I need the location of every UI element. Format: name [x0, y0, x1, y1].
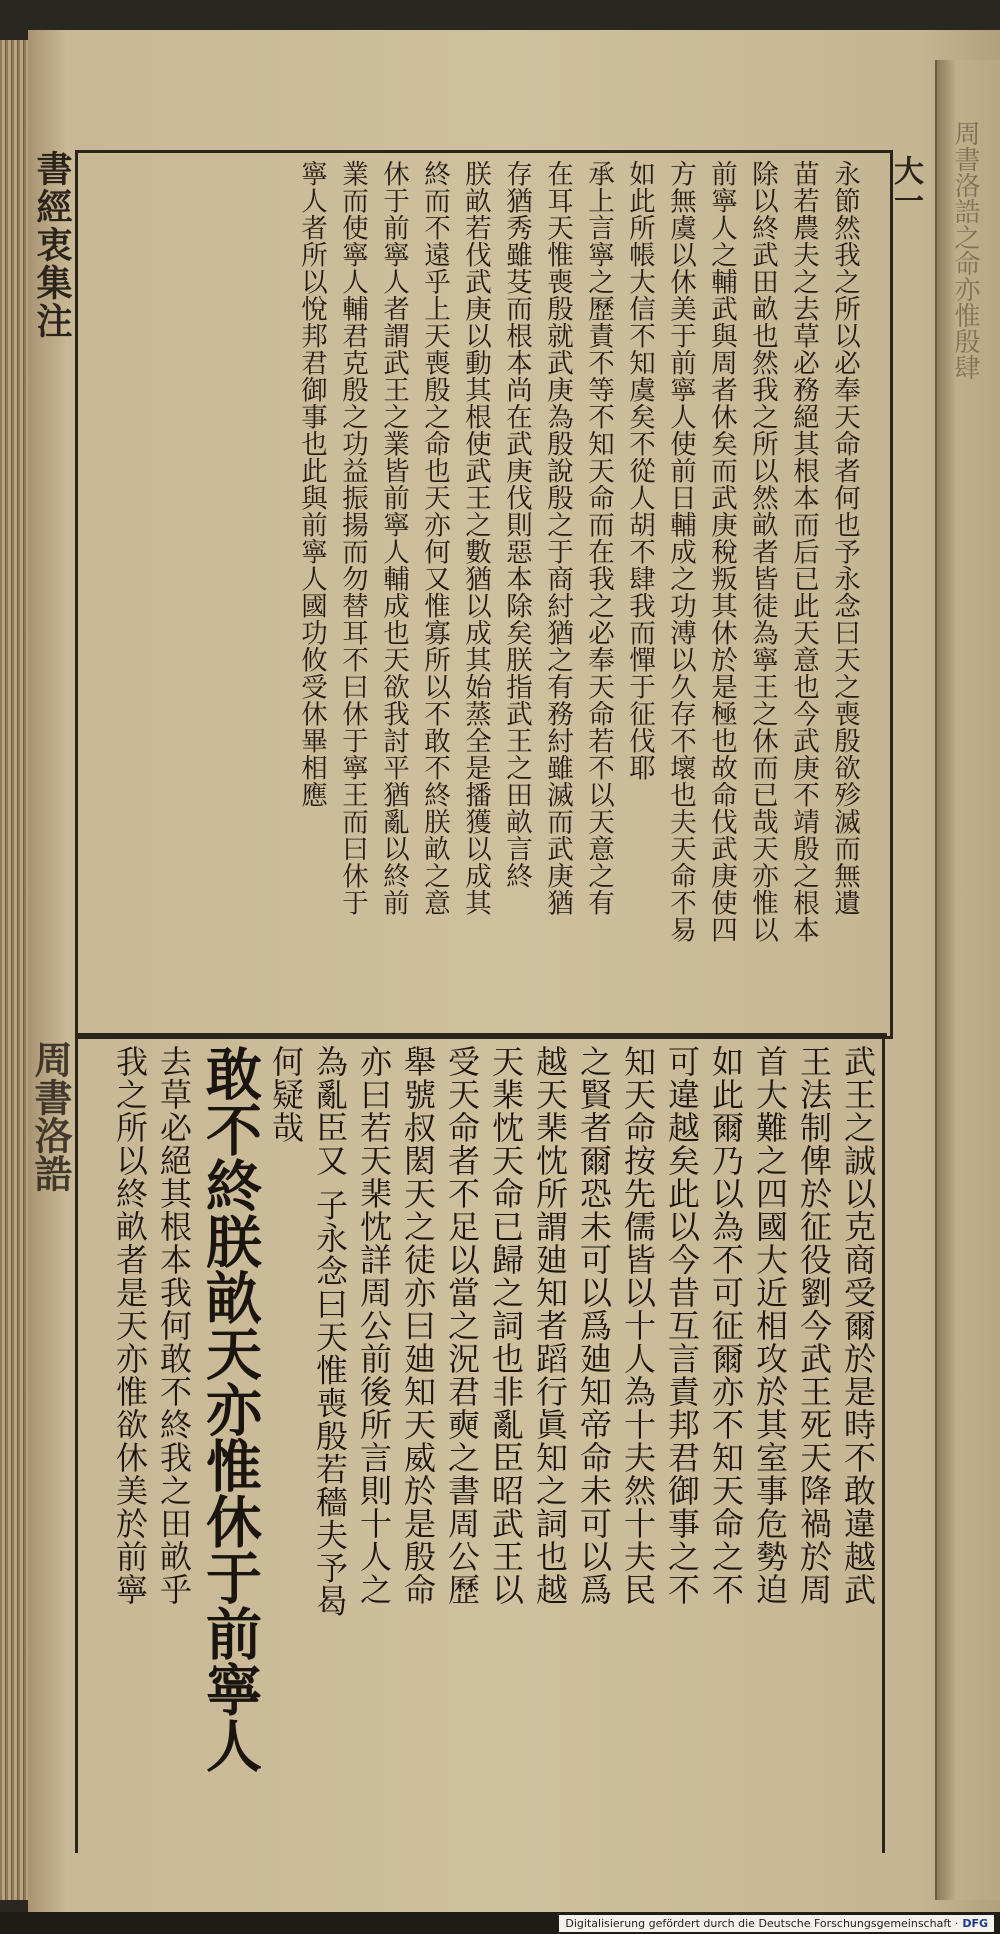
- main-text-column: 武王之誠以克商受爾於是時不敢違越武: [839, 1045, 877, 1606]
- commentary-column: 如此所帳大信不知虞矣不從人胡不肆我而憚于征伐耶: [624, 160, 655, 781]
- commentary-column: 前寧人之輔武與周者休矣而武庚稅叛其休於是極也故命伐武庚使四: [706, 160, 737, 943]
- main-text-column: 可違越矣此以今昔互言責邦君御事之不: [663, 1045, 701, 1606]
- commentary-block: [95, 160, 865, 1020]
- main-text-column: 王法制俾於征役劉今武王死天降禍於周: [795, 1045, 833, 1606]
- commentary-column: 終而不遠乎上天喪殷之命也天亦何又惟寡所以不敢不終朕畝之意: [419, 160, 450, 916]
- spine-title-lower: 周書洛誥: [28, 1040, 73, 1192]
- commentary-column: 承上言寧之歷責不等不知天命而在我之必奉天命若不以天意之有: [583, 160, 614, 916]
- main-text-column: 亦曰若天棐忱詳周公前後所言則十人之: [355, 1045, 393, 1606]
- main-text-column: 為亂臣又 子永念曰天惟喪殷若穡夫予曷: [311, 1045, 349, 1618]
- commentary-column: 方無虞以休美于前寧人使前日輔成之功溥以久存不壞也夫天命不易: [665, 160, 696, 943]
- commentary-column: 在耳天惟喪殷就武庚為殷說殷之于商紂猶之有務紂雖滅而武庚猶: [542, 160, 573, 916]
- commentary-column: 永節然我之所以必奉天命者何也予永念曰天之喪殷欲殄滅而無遺: [829, 160, 860, 916]
- commentary-column: 朕畝若伐武庚以動其根使武王之數猶以成其始蒸全是播獲以成其: [460, 160, 491, 916]
- main-text-large-column: 敢不終朕畝天亦惟休于前寧人: [197, 1045, 263, 1773]
- commentary-column: 業而使寧人輔君克殷之功益振揚而勿替耳不曰休于寧王而曰休于: [337, 160, 368, 916]
- main-text-column: 首大難之四國大近相攻於其室事危勢迫: [751, 1045, 789, 1606]
- commentary-column: 除以終武田畝也然我之所以然畝者皆徒為寧王之休而已哉天亦惟以: [747, 160, 778, 943]
- funding-notice: [559, 1915, 994, 1932]
- commentary-column: 苗若農夫之去草必務絕其根本而后已此天意也今武庚不靖殷之根本: [788, 160, 819, 943]
- divider-line: [75, 1033, 887, 1036]
- frame-right: [882, 1033, 885, 1853]
- dfg-logo: DFG: [962, 1917, 988, 1930]
- main-text-column: 受天命者不足以當之況君奭之書周公歷: [443, 1045, 481, 1606]
- main-text-column: 如此爾乃以為不可征爾亦不知天命之不: [707, 1045, 745, 1606]
- folio-number: 大一: [888, 155, 923, 215]
- frame-left: [75, 1033, 78, 1853]
- main-text-column: 去草必絕其根本我何敢不終我之田畝乎: [155, 1045, 193, 1606]
- main-text-column: 何疑哉: [267, 1045, 305, 1144]
- main-text-column: 之賢者爾恐未可以爲廸知帝命未可以爲: [575, 1045, 613, 1606]
- commentary-column: 休于前寧人者謂武王之業皆前寧人輔成也天欲我討平猶亂以終前: [378, 160, 409, 916]
- funding-text: Digitalisierung gefördert durch die Deutsche Forschungsgemeinschaft ·: [565, 1917, 959, 1930]
- main-text-column: 天棐忱天命已歸之詞也非亂臣昭武王以: [487, 1045, 525, 1606]
- commentary-column: 寧人者所以悅邦君御事也此與前寧人國功攸受休畢相應: [296, 160, 327, 808]
- commentary-column: 存猶秀雖芟而根本尚在武庚伐則惡本除矣朕指武王之田畝言終: [501, 160, 532, 889]
- main-text-column: 我之所以終畝者是天亦惟欲休美於前寧: [111, 1045, 149, 1606]
- facing-page-text: 周書洛誥之命亦惟殷肆: [950, 120, 980, 380]
- main-text-column: 舉號叔閎天之徒亦曰廸知天威於是殷命: [399, 1045, 437, 1606]
- main-text-block: [90, 1045, 880, 1850]
- main-text-column: 越天棐忱所謂廸知者蹈行眞知之詞也越: [531, 1045, 569, 1606]
- main-text-column: 知天命按先儒皆以十人為十夫然十夫民: [619, 1045, 657, 1606]
- spine-title: 書經衷集注: [31, 150, 73, 340]
- footer-bar: [0, 1912, 1000, 1934]
